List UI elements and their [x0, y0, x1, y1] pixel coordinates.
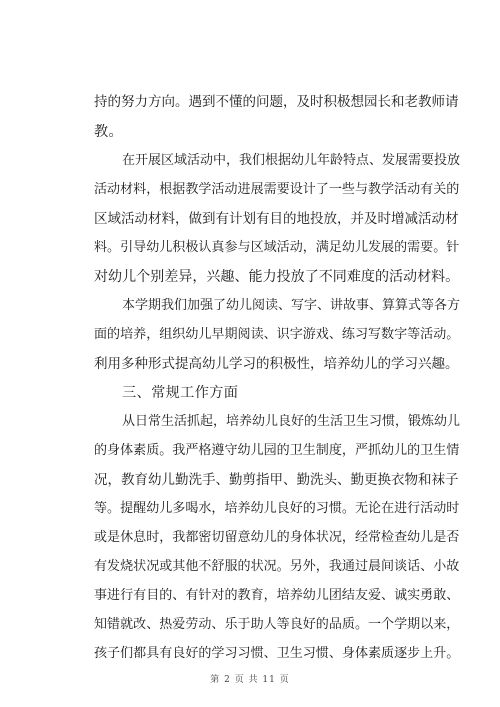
paragraph-line: 况，教育幼儿勤洗手、勤剪指甲、勤洗头、勤更换衣物和袜子 — [94, 472, 459, 488]
paragraph-line: 在开展区域活动中，我们根据幼儿年龄特点、发展需要投放 — [122, 153, 461, 168]
paragraph-line: 或是休息时，我都密切留意幼儿的身体状况，经常检查幼儿是否 — [94, 530, 460, 545]
paragraph-line: 利用多种形式提高幼儿学习的积极性，培养幼儿的学习兴趣。 — [94, 356, 459, 372]
paragraph-line: 活动材料，根据教学活动进展需要设计了一些与教学活动有关的 — [94, 182, 460, 197]
paragraph-line: 有发烧状况或其他不舒服的状况。另外，我通过晨间谈话、小故 — [94, 559, 460, 574]
paragraph-line: 知错就改、热爱劳动、乐于助人等良好的品质。一个学期以来， — [94, 617, 460, 632]
paragraph-line: 教。 — [94, 124, 124, 140]
paragraph-line: 对幼儿个别差异，兴趣、能力投放了不同难度的活动材料。 — [94, 269, 460, 285]
section-heading: 三、常规工作方面 — [122, 385, 239, 401]
paragraph-line: 区域活动材料，做到有计划有目的地投放，并及时增减活动材 — [94, 211, 459, 227]
paragraph-line: 料。引导幼儿积极认真参与区域活动，满足幼儿发展的需要。针 — [94, 240, 460, 255]
paragraph-line: 从日常生活抓起，培养幼儿良好的生活卫生习惯，锻炼幼儿 — [122, 414, 461, 429]
paragraph-line: 的身体素质。我严格遵守幼儿园的卫生制度，严抓幼儿的卫生情 — [94, 443, 460, 458]
paragraph-line: 孩子们都具有良好的学习习惯、卫生习惯、身体素质逐步上升。 — [94, 646, 460, 661]
paragraph-line: 持的努力方向。遇到不懂的问题，及时积极想园长和老教师请 — [94, 94, 459, 110]
paragraph-line: 本学期我们加强了幼儿阅读、写字、讲故事、算算式等各方 — [122, 298, 461, 313]
page-footer: 第 2 页 共 11 页 — [210, 675, 290, 685]
paragraph-line: 事进行有目的、有针对的教育，培养幼儿团结友爱、诚实勇敢、 — [94, 588, 460, 603]
paragraph-line: 面的培养，组织幼儿早期阅读、识字游戏、练习写数字等活动。 — [94, 327, 460, 342]
paragraph-line: 等。提醒幼儿多喝水，培养幼儿良好的习惯。无论在进行活动时 — [94, 501, 460, 516]
